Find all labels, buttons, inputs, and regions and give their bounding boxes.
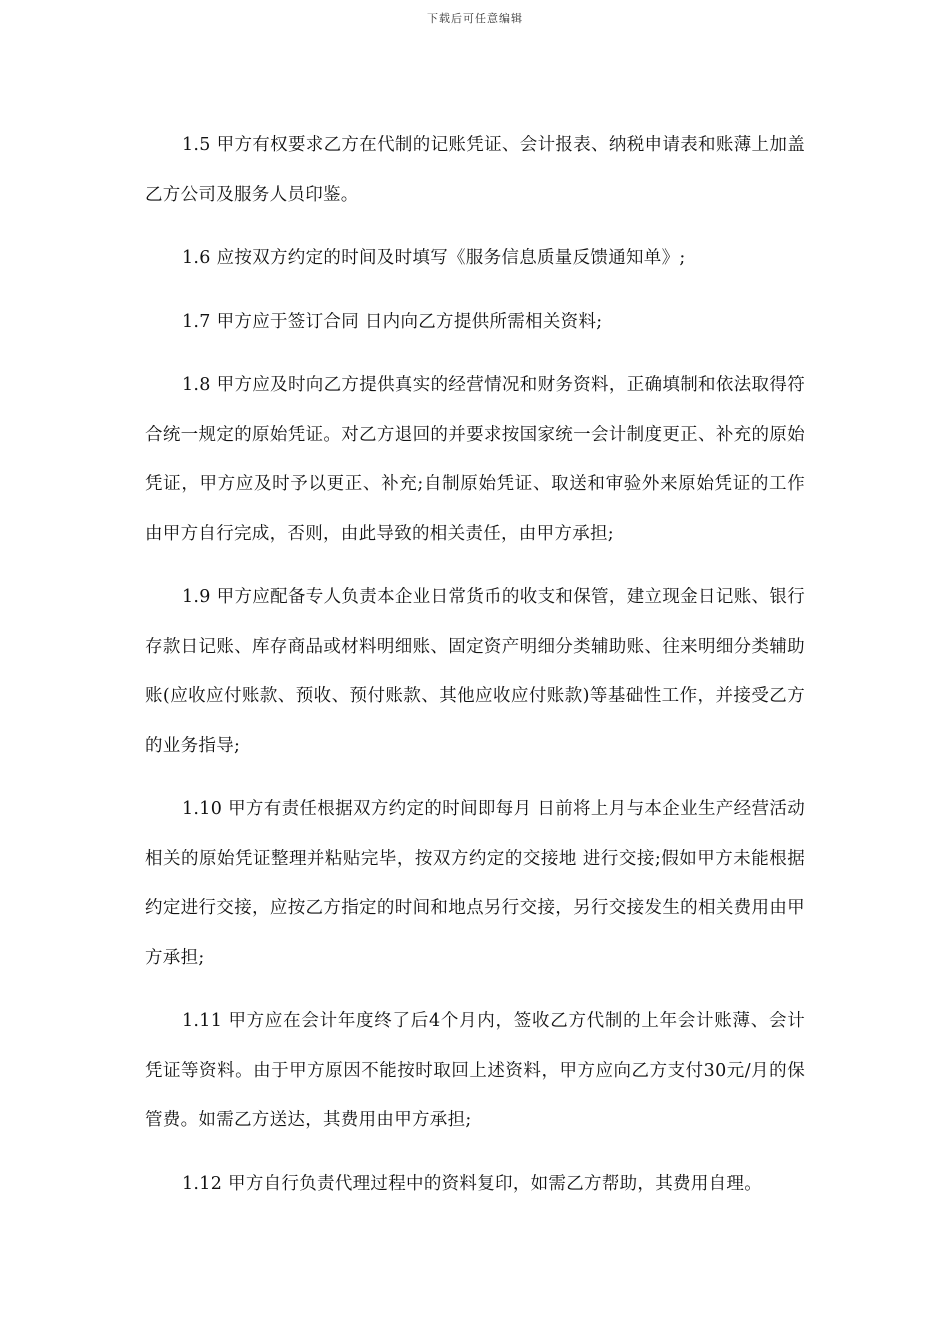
clause-1-12: 1.12 甲方自行负责代理过程中的资料复印，如需乙方帮助，其费用自理。	[182, 1173, 763, 1194]
document-body	[145, 121, 805, 1223]
clause-1-11: 1.11 甲方应在会计年度终了后4个月内，签收乙方代制的上年会计账薄、会计凭证等资料。由于甲方原因不能按时取回上述资料，甲方应向乙方支付30元/月的保管费。如需乙方送达，其费用由甲方承担;	[145, 1011, 805, 1130]
clause-1-6: 1.6 应按双方约定的时间及时填写《服务信息质量反馈通知单》;	[182, 248, 686, 268]
clause-1-8: 1.8 甲方应及时向乙方提供真实的经营情况和财务资料，正确填制和依法取得符合统一规定的原始凭证。对乙方退回的并要求按国家统一会计制度更正、补充的原始凭证，甲方应及时予以更正、补充;自制原始凭证、取送和审验外来原始凭证的工作由甲方自行完成，否则，由此导致的相关责任，由甲方承担;	[145, 375, 805, 544]
clause-1-10: 1.10 甲方有责任根据双方约定的时间即每月 日前将上月与本企业生产经营活动相关的原始凭证整理并粘贴完毕，按双方约定的交接地 进行交接;假如甲方未能根据约定进行交接，应按乙方指定的时间和地点另行交接，另行交接发生的相关费用由甲方承担;	[145, 799, 805, 968]
header-note: 下载后可任意编辑	[427, 12, 523, 25]
clause-1-7: 1.7 甲方应于签订合同 日内向乙方提供所需相关资料;	[182, 311, 603, 332]
clause-1-5: 1.5 甲方有权要求乙方在代制的记账凭证、会计报表、纳税申请表和账薄上加盖乙方公司及服务人员印鉴。	[145, 135, 805, 205]
clause-1-9: 1.9 甲方应配备专人负责本企业日常货币的收支和保管，建立现金日记账、银行存款日记账、库存商品或材料明细账、固定资产明细分类辅助账、往来明细分类辅助账(应收应付账款、预收、预付账款、其他应收应付账款)等基础性工作，并接受乙方的业务指导;	[145, 587, 805, 756]
